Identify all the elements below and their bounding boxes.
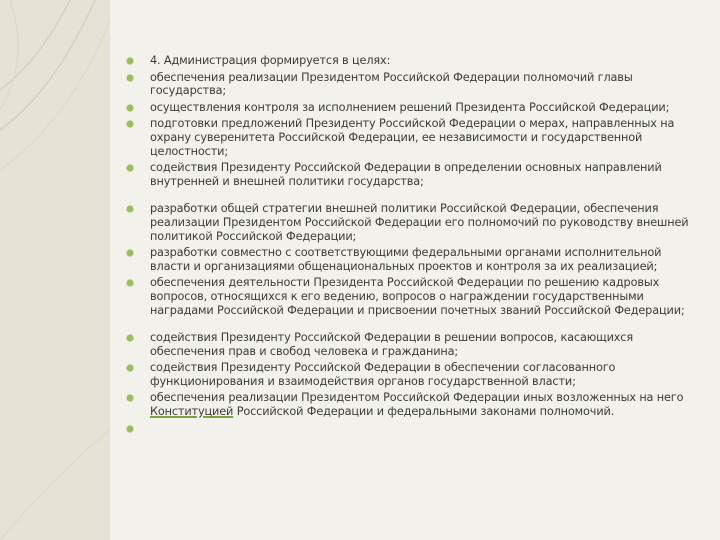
- list-item-text: осуществления контроля за исполнением решений Президента Российской Федерации;: [150, 100, 670, 114]
- list-item: [126, 276, 696, 317]
- bullet-icon: [126, 104, 134, 112]
- list-item: [126, 161, 696, 188]
- list-item: [126, 331, 696, 358]
- bullet-list: [126, 54, 696, 439]
- bullet-icon: [126, 74, 134, 82]
- list-item-text: разработки общей стратегии внешней политики Российской Федерации, обеспечения реализации Президентом Российской Федерации его полномочий по руководству внешней политикой Российской Федерации;: [150, 202, 689, 243]
- list-item-text: разработки совместно с соответствующими федеральными органами исполнительной власти и организациями общенациональных проектов и контроля за их реализацией;: [150, 246, 662, 273]
- list-item: [126, 202, 696, 243]
- list-item: [126, 54, 696, 68]
- list-item: [126, 71, 696, 98]
- list-item: [126, 391, 696, 418]
- constitution-link[interactable]: Конституцией: [150, 405, 234, 419]
- bullet-icon: [126, 394, 134, 402]
- list-item-text: подготовки предложений Президенту Российской Федерации о мерах, направленных на охрану суверенитета Российской Федерации, ее независимости и государственной целостности;: [150, 117, 675, 158]
- list-item-text: содействия Президенту Российской Федерации в обеспечении согласованного функционирования и взаимодействия органов государственной власти;: [150, 361, 616, 388]
- list-item-text: содействия Президенту Российской Федерации в решении вопросов, касающихся обеспечения прав и свобод человека и гражданина;: [150, 331, 634, 358]
- left-decorative-panel: [0, 0, 110, 540]
- list-item: [126, 101, 696, 115]
- bullet-icon: [126, 279, 134, 287]
- list-item-text-before-link: обеспечения реализации Президентом Российской Федерации иных возложенных на него: [150, 391, 684, 405]
- list-item: [126, 361, 696, 388]
- list-item-text: содействия Президенту Российской Федерации в определении основных направлений внутренней и внешней политики государства;: [150, 161, 662, 188]
- bullet-icon: [126, 425, 134, 433]
- bullet-icon: [126, 249, 134, 257]
- decorative-curves: [0, 0, 110, 540]
- bullet-icon: [126, 57, 134, 65]
- bullet-icon: [126, 164, 134, 172]
- bullet-icon: [126, 120, 134, 128]
- bullet-icon: [126, 364, 134, 372]
- list-item-text: обеспечения деятельности Президента Российской Федерации по решению кадровых вопросов, относящихся к его ведению, вопросов о награждении государственными наградами Российской Федерации и присвоении почетных званий Российской Федерации;: [150, 276, 685, 317]
- list-item: [126, 246, 696, 273]
- bullet-icon: [126, 334, 134, 342]
- list-item-text-after-link: Российской Федерации и федеральными законами полномочий.: [233, 405, 615, 419]
- list-item: [126, 117, 696, 158]
- list-item-text: 4. Администрация формируется в целях:: [150, 54, 391, 67]
- bullet-icon: [126, 205, 134, 213]
- empty-list-item: [126, 422, 696, 436]
- list-item-text: обеспечения реализации Президентом Российской Федерации полномочий главы государства;: [150, 70, 633, 98]
